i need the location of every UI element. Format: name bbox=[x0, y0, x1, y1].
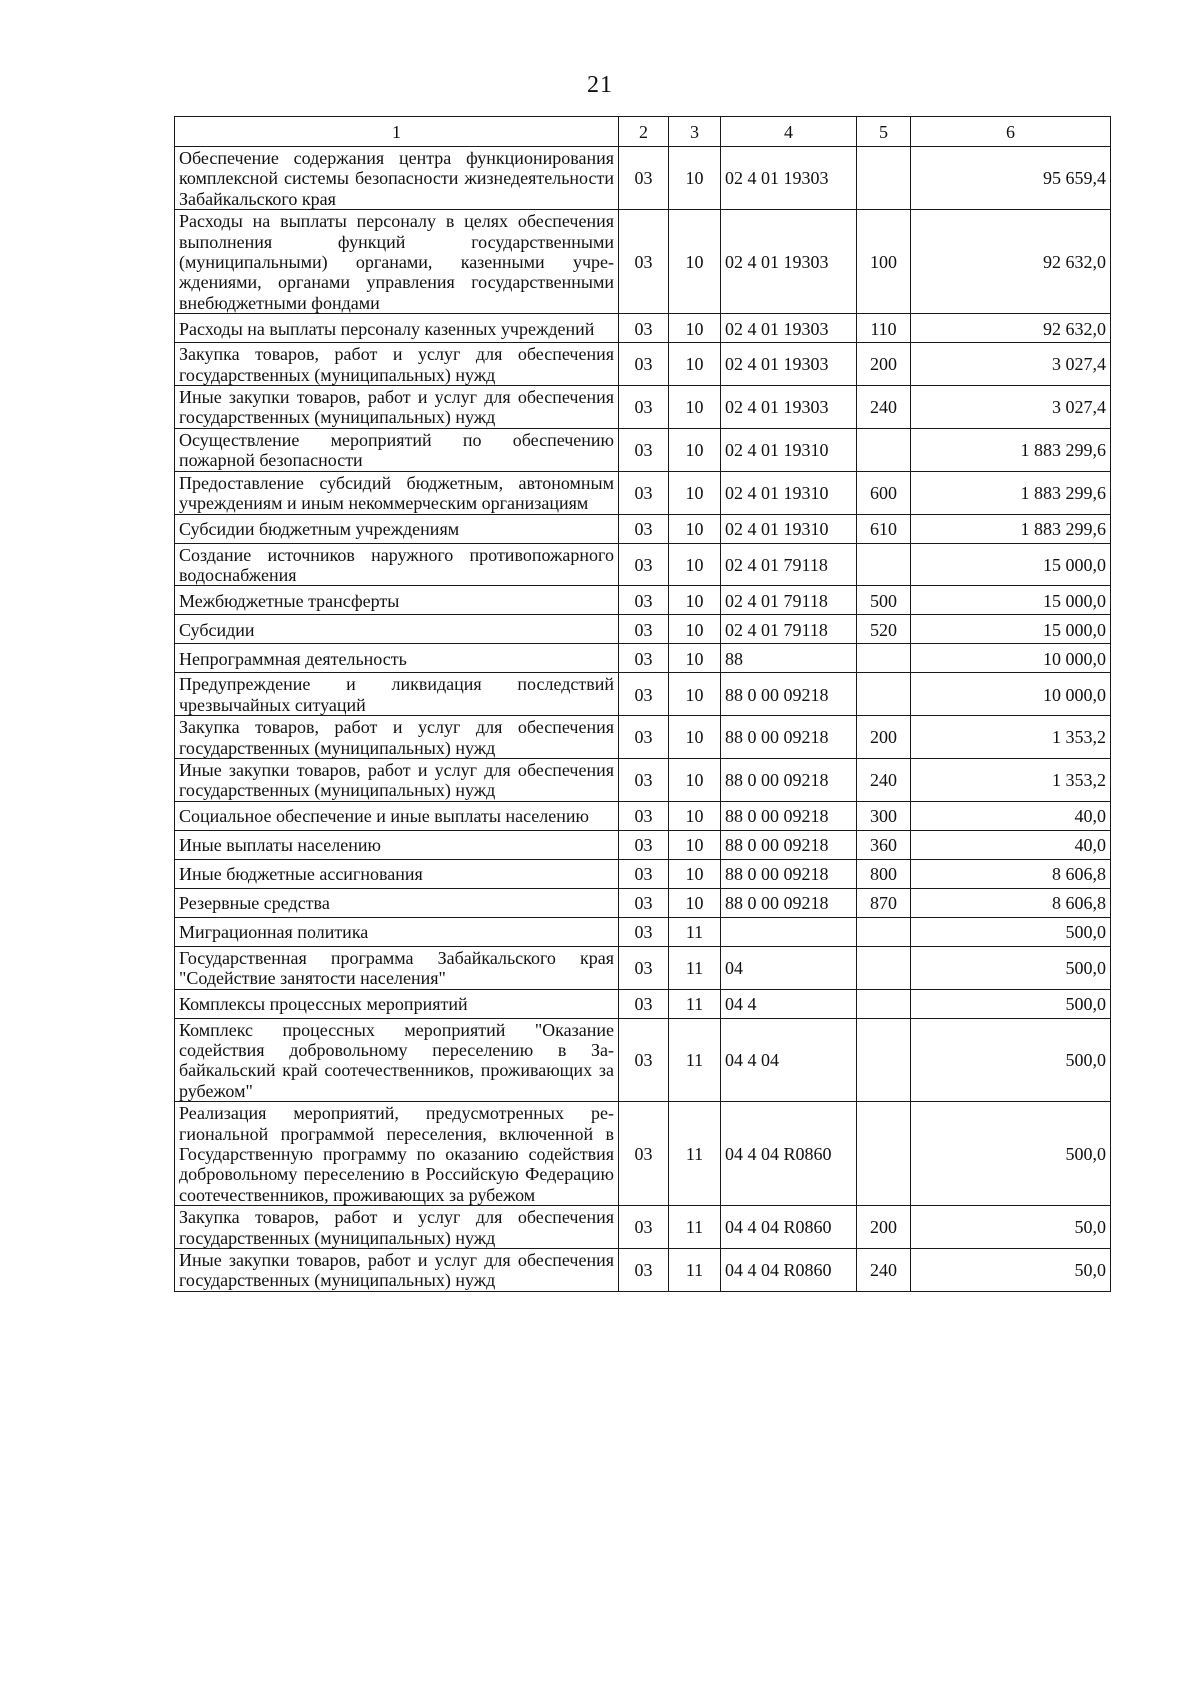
expense-type-code: 520 bbox=[857, 615, 911, 644]
row-description: Предоставление субсидий бюджетным, автономным учреждениям и иным некоммерческим организациям bbox=[175, 471, 619, 514]
amount: 15 000,0 bbox=[911, 586, 1111, 615]
subsection-code: 11 bbox=[669, 917, 721, 946]
amount: 1 883 299,6 bbox=[911, 514, 1111, 543]
target-article-code: 02 4 01 19303 bbox=[721, 314, 857, 343]
section-code: 03 bbox=[619, 615, 669, 644]
expense-type-code: 200 bbox=[857, 1206, 911, 1249]
row-description: Обеспечение содержания центра функционирования комплексной системы безопасности жизнедеятельности Забайкальского края bbox=[175, 147, 619, 210]
target-article-code: 04 4 04 R0860 bbox=[721, 1102, 857, 1206]
expense-type-code bbox=[857, 147, 911, 210]
target-article-code: 88 0 00 09218 bbox=[721, 859, 857, 888]
header-col-1: 1 bbox=[175, 117, 619, 147]
target-article-code: 02 4 01 79118 bbox=[721, 543, 857, 586]
table-row bbox=[175, 758, 1111, 801]
expense-type-code: 110 bbox=[857, 314, 911, 343]
amount: 15 000,0 bbox=[911, 615, 1111, 644]
section-code: 03 bbox=[619, 514, 669, 543]
expense-type-code bbox=[857, 644, 911, 673]
subsection-code: 10 bbox=[669, 673, 721, 716]
target-article-code: 88 0 00 09218 bbox=[721, 716, 857, 759]
expense-type-code: 240 bbox=[857, 386, 911, 429]
table-row bbox=[175, 210, 1111, 314]
target-article-code: 02 4 01 79118 bbox=[721, 615, 857, 644]
subsection-code: 10 bbox=[669, 343, 721, 386]
target-article-code: 04 4 04 R0860 bbox=[721, 1249, 857, 1292]
table-row bbox=[175, 801, 1111, 830]
table-row bbox=[175, 386, 1111, 429]
row-description: Государственная программа Забайкальского края "Содействие занятости населения" bbox=[175, 946, 619, 989]
row-description: Предупреждение и ликвидация последствий чрезвычайных ситуаций bbox=[175, 673, 619, 716]
amount: 50,0 bbox=[911, 1206, 1111, 1249]
subsection-code: 10 bbox=[669, 859, 721, 888]
amount: 1 353,2 bbox=[911, 758, 1111, 801]
row-description: Субсидии бюджетным учреждениям bbox=[175, 514, 619, 543]
subsection-code: 11 bbox=[669, 946, 721, 989]
header-col-2: 2 bbox=[619, 117, 669, 147]
amount: 92 632,0 bbox=[911, 210, 1111, 314]
target-article-code: 88 0 00 09218 bbox=[721, 758, 857, 801]
target-article-code: 04 4 04 R0860 bbox=[721, 1206, 857, 1249]
section-code: 03 bbox=[619, 989, 669, 1018]
table-header bbox=[175, 117, 1111, 147]
subsection-code: 10 bbox=[669, 210, 721, 314]
subsection-code: 10 bbox=[669, 801, 721, 830]
amount: 10 000,0 bbox=[911, 644, 1111, 673]
section-code: 03 bbox=[619, 210, 669, 314]
expense-type-code bbox=[857, 946, 911, 989]
row-description: Социальное обеспечение и иные выплаты населению bbox=[175, 801, 619, 830]
subsection-code: 10 bbox=[669, 514, 721, 543]
table-row bbox=[175, 1249, 1111, 1292]
table-row bbox=[175, 989, 1111, 1018]
subsection-code: 10 bbox=[669, 644, 721, 673]
row-description: Реализация мероприятий, предусмотренных региональной программой переселения, включенной в Государственную программу по оказанию содействия добровольному переселению в Российскую Федерацию соотечественников, проживающих за рубежом bbox=[175, 1102, 619, 1206]
amount: 92 632,0 bbox=[911, 314, 1111, 343]
expense-type-code: 100 bbox=[857, 210, 911, 314]
target-article-code: 04 bbox=[721, 946, 857, 989]
amount: 1 883 299,6 bbox=[911, 428, 1111, 471]
section-code: 03 bbox=[619, 830, 669, 859]
table-row bbox=[175, 543, 1111, 586]
table-body bbox=[175, 147, 1111, 1292]
subsection-code: 10 bbox=[669, 543, 721, 586]
target-article-code: 02 4 01 19310 bbox=[721, 471, 857, 514]
amount: 50,0 bbox=[911, 1249, 1111, 1292]
subsection-code: 11 bbox=[669, 989, 721, 1018]
header-col-5: 5 bbox=[857, 117, 911, 147]
subsection-code: 10 bbox=[669, 716, 721, 759]
subsection-code: 10 bbox=[669, 428, 721, 471]
section-code: 03 bbox=[619, 471, 669, 514]
section-code: 03 bbox=[619, 386, 669, 429]
amount: 3 027,4 bbox=[911, 343, 1111, 386]
expense-type-code: 360 bbox=[857, 830, 911, 859]
amount: 15 000,0 bbox=[911, 543, 1111, 586]
expense-type-code: 240 bbox=[857, 758, 911, 801]
subsection-code: 11 bbox=[669, 1206, 721, 1249]
row-description: Непрограммная деятельность bbox=[175, 644, 619, 673]
section-code: 03 bbox=[619, 543, 669, 586]
target-article-code: 88 bbox=[721, 644, 857, 673]
subsection-code: 10 bbox=[669, 888, 721, 917]
subsection-code: 10 bbox=[669, 386, 721, 429]
row-description: Субсидии bbox=[175, 615, 619, 644]
expense-type-code: 800 bbox=[857, 859, 911, 888]
row-description: Межбюджетные трансферты bbox=[175, 586, 619, 615]
row-description: Закупка товаров, работ и услуг для обеспечения государственных (муниципальных) нужд bbox=[175, 716, 619, 759]
table-row bbox=[175, 1102, 1111, 1206]
target-article-code bbox=[721, 917, 857, 946]
table-row bbox=[175, 830, 1111, 859]
row-description: Резервные средства bbox=[175, 888, 619, 917]
amount: 40,0 bbox=[911, 801, 1111, 830]
row-description: Расходы на выплаты персоналу в целях обеспечения выполнения функций государственными (муниципальными) органами, казенными учреждениями, органами управления государственными внебюджетными фондами bbox=[175, 210, 619, 314]
section-code: 03 bbox=[619, 586, 669, 615]
row-description: Создание источников наружного противопожарного водоснабжения bbox=[175, 543, 619, 586]
amount: 1 353,2 bbox=[911, 716, 1111, 759]
expense-type-code bbox=[857, 428, 911, 471]
target-article-code: 02 4 01 19303 bbox=[721, 386, 857, 429]
section-code: 03 bbox=[619, 673, 669, 716]
table-row bbox=[175, 314, 1111, 343]
amount: 95 659,4 bbox=[911, 147, 1111, 210]
table-row bbox=[175, 343, 1111, 386]
subsection-code: 10 bbox=[669, 471, 721, 514]
expense-type-code: 870 bbox=[857, 888, 911, 917]
section-code: 03 bbox=[619, 428, 669, 471]
target-article-code: 88 0 00 09218 bbox=[721, 673, 857, 716]
subsection-code: 10 bbox=[669, 314, 721, 343]
row-description: Комплекс процессных мероприятий "Оказание содействия добровольному переселению в Забайкальский край соотечественников, проживающих за рубежом" bbox=[175, 1018, 619, 1102]
section-code: 03 bbox=[619, 147, 669, 210]
amount: 500,0 bbox=[911, 917, 1111, 946]
page-number: 21 bbox=[587, 72, 613, 98]
section-code: 03 bbox=[619, 343, 669, 386]
amount: 3 027,4 bbox=[911, 386, 1111, 429]
table-row bbox=[175, 716, 1111, 759]
row-description: Иные закупки товаров, работ и услуг для обеспечения государственных (муниципальных) нужд bbox=[175, 386, 619, 429]
subsection-code: 11 bbox=[669, 1102, 721, 1206]
row-description: Иные выплаты населению bbox=[175, 830, 619, 859]
section-code: 03 bbox=[619, 859, 669, 888]
table-row bbox=[175, 673, 1111, 716]
row-description: Иные бюджетные ассигнования bbox=[175, 859, 619, 888]
row-description: Расходы на выплаты персоналу казенных учреждений bbox=[175, 314, 619, 343]
target-article-code: 02 4 01 19310 bbox=[721, 514, 857, 543]
row-description: Иные закупки товаров, работ и услуг для обеспечения государственных (муниципальных) нужд bbox=[175, 1249, 619, 1292]
header-col-3: 3 bbox=[669, 117, 721, 147]
subsection-code: 11 bbox=[669, 1249, 721, 1292]
row-description: Закупка товаров, работ и услуг для обеспечения государственных (муниципальных) нужд bbox=[175, 1206, 619, 1249]
expense-type-code bbox=[857, 917, 911, 946]
table-row bbox=[175, 888, 1111, 917]
section-code: 03 bbox=[619, 758, 669, 801]
subsection-code: 10 bbox=[669, 615, 721, 644]
table-row bbox=[175, 514, 1111, 543]
subsection-code: 10 bbox=[669, 758, 721, 801]
section-code: 03 bbox=[619, 946, 669, 989]
expense-type-code: 500 bbox=[857, 586, 911, 615]
subsection-code: 10 bbox=[669, 830, 721, 859]
target-article-code: 02 4 01 19303 bbox=[721, 210, 857, 314]
table-row bbox=[175, 917, 1111, 946]
amount: 500,0 bbox=[911, 946, 1111, 989]
section-code: 03 bbox=[619, 1206, 669, 1249]
amount: 500,0 bbox=[911, 1102, 1111, 1206]
table-row bbox=[175, 859, 1111, 888]
header-col-6: 6 bbox=[911, 117, 1111, 147]
subsection-code: 10 bbox=[669, 147, 721, 210]
table-row bbox=[175, 615, 1111, 644]
table-row bbox=[175, 428, 1111, 471]
target-article-code: 04 4 04 bbox=[721, 1018, 857, 1102]
subsection-code: 10 bbox=[669, 586, 721, 615]
expense-type-code bbox=[857, 1018, 911, 1102]
expense-type-code bbox=[857, 1102, 911, 1206]
section-code: 03 bbox=[619, 1249, 669, 1292]
expense-type-code: 600 bbox=[857, 471, 911, 514]
table-row bbox=[175, 586, 1111, 615]
target-article-code: 88 0 00 09218 bbox=[721, 801, 857, 830]
row-description: Закупка товаров, работ и услуг для обеспечения государственных (муниципальных) нужд bbox=[175, 343, 619, 386]
amount: 40,0 bbox=[911, 830, 1111, 859]
section-code: 03 bbox=[619, 1018, 669, 1102]
row-description: Иные закупки товаров, работ и услуг для обеспечения государственных (муниципальных) нужд bbox=[175, 758, 619, 801]
expense-type-code: 200 bbox=[857, 343, 911, 386]
header-row bbox=[175, 117, 1111, 147]
target-article-code: 04 4 bbox=[721, 989, 857, 1018]
table-row bbox=[175, 1206, 1111, 1249]
target-article-code: 02 4 01 19310 bbox=[721, 428, 857, 471]
section-code: 03 bbox=[619, 917, 669, 946]
table-row bbox=[175, 147, 1111, 210]
expense-type-code bbox=[857, 673, 911, 716]
amount: 500,0 bbox=[911, 1018, 1111, 1102]
expense-type-code bbox=[857, 543, 911, 586]
amount: 8 606,8 bbox=[911, 888, 1111, 917]
section-code: 03 bbox=[619, 1102, 669, 1206]
amount: 10 000,0 bbox=[911, 673, 1111, 716]
target-article-code: 88 0 00 09218 bbox=[721, 888, 857, 917]
target-article-code: 88 0 00 09218 bbox=[721, 830, 857, 859]
target-article-code: 02 4 01 79118 bbox=[721, 586, 857, 615]
table-row bbox=[175, 644, 1111, 673]
target-article-code: 02 4 01 19303 bbox=[721, 147, 857, 210]
row-description: Комплексы процессных мероприятий bbox=[175, 989, 619, 1018]
section-code: 03 bbox=[619, 716, 669, 759]
budget-table bbox=[174, 116, 1111, 1292]
amount: 1 883 299,6 bbox=[911, 471, 1111, 514]
section-code: 03 bbox=[619, 314, 669, 343]
expense-type-code: 200 bbox=[857, 716, 911, 759]
section-code: 03 bbox=[619, 644, 669, 673]
section-code: 03 bbox=[619, 888, 669, 917]
header-col-4: 4 bbox=[721, 117, 857, 147]
target-article-code: 02 4 01 19303 bbox=[721, 343, 857, 386]
table-row bbox=[175, 471, 1111, 514]
section-code: 03 bbox=[619, 801, 669, 830]
expense-type-code: 300 bbox=[857, 801, 911, 830]
expense-type-code: 240 bbox=[857, 1249, 911, 1292]
table-row bbox=[175, 1018, 1111, 1102]
amount: 500,0 bbox=[911, 989, 1111, 1018]
expense-type-code bbox=[857, 989, 911, 1018]
amount: 8 606,8 bbox=[911, 859, 1111, 888]
row-description: Миграционная политика bbox=[175, 917, 619, 946]
row-description: Осуществление мероприятий по обеспечению пожарной безопасности bbox=[175, 428, 619, 471]
expense-type-code: 610 bbox=[857, 514, 911, 543]
subsection-code: 11 bbox=[669, 1018, 721, 1102]
table-row bbox=[175, 946, 1111, 989]
